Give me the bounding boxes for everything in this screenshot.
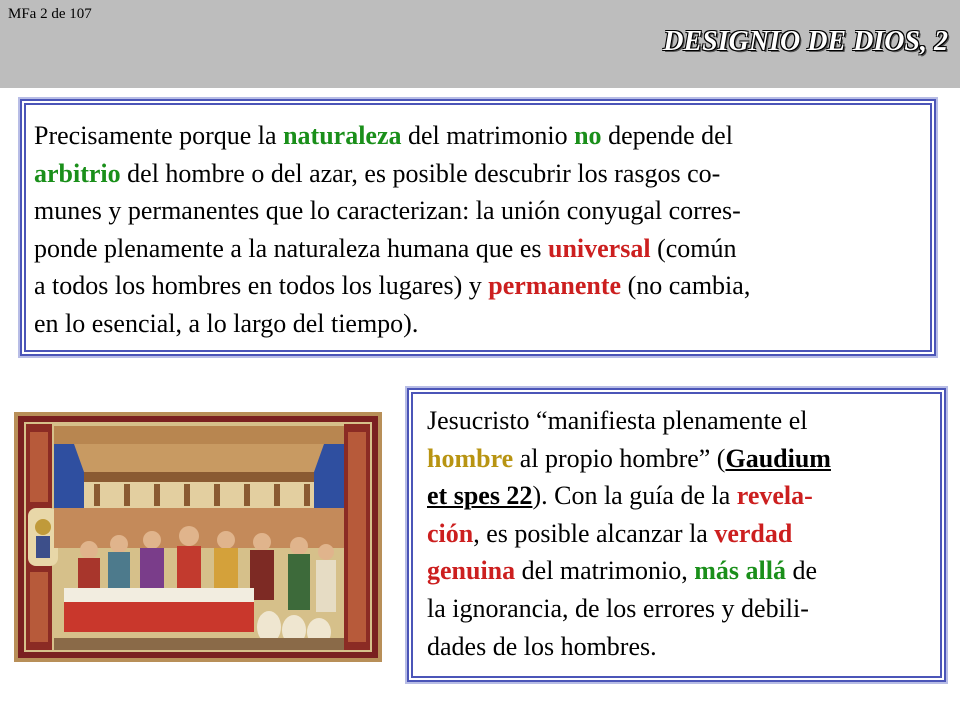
- ref-et-spes: et spes 22: [427, 481, 533, 511]
- text-box-jesucristo: [407, 388, 946, 682]
- term-genuina: genuina: [427, 556, 516, 586]
- term-hombre: hombre: [427, 443, 514, 473]
- term-mas-alla: más allá: [694, 556, 786, 586]
- slide-number: MFa 2 de 107: [8, 6, 92, 22]
- term-no: no: [574, 121, 602, 150]
- term-arbitrio: arbitrio: [34, 158, 121, 188]
- box1-paragraph: Precisamente porque la naturaleza del matrimonio no depende del arbitrio del hombre o del azar, es posible descubrir los rasgos co- munes y permanentes que lo caracterizan: la unión conyugal corres- ponde plenamente a la naturaleza humana que es universal (común a todos los hombres en todos los lugares) y permanente (no cambia, en lo esencial, a lo largo del tiempo).: [34, 121, 751, 338]
- term-verdad: verdad: [714, 518, 793, 548]
- slide-title: DESIGNIO DE DIOS, 2: [663, 26, 948, 57]
- text-box-naturaleza: [20, 99, 936, 356]
- term-universal: universal: [547, 233, 651, 263]
- box2-paragraph: Jesucristo “manifiesta plenamente el hombre al propio hombre” (Gaudium et spes 22). Con la guía de la revela- ción, es posible alcanzar la verdad genuina del matrimonio, más allá de la ignorancia, de los errores y debili- dades de los hombres.: [427, 406, 831, 661]
- term-revelacion-1: revela-: [736, 481, 813, 511]
- term-revelacion-2: ción: [427, 518, 474, 548]
- wedding-at-cana-painting: [14, 412, 382, 662]
- header-bar: [0, 0, 960, 88]
- ref-gaudium: Gaudium: [725, 443, 831, 473]
- term-permanente: permanente: [488, 271, 622, 301]
- term-naturaleza: naturaleza: [283, 121, 402, 150]
